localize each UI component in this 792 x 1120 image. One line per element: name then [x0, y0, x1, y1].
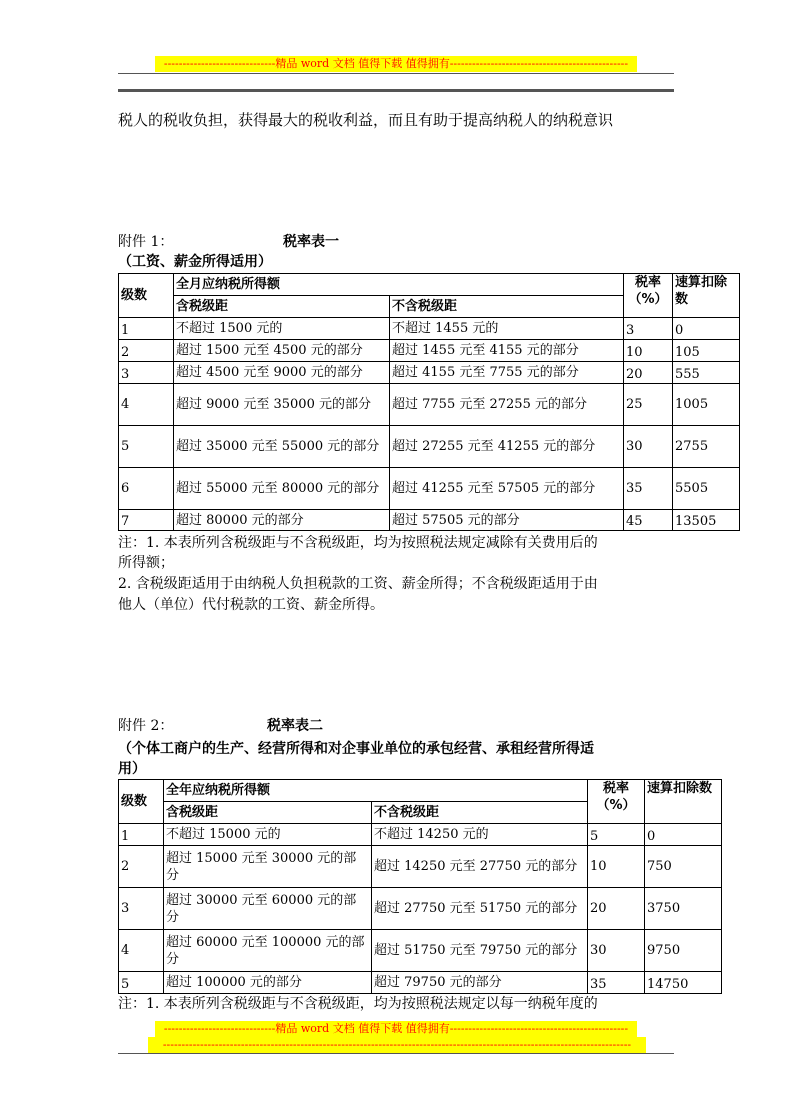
excl-cell: 超过 41255 元至 57505 元的部分 — [390, 468, 624, 510]
incl-cell: 不超过 15000 元的 — [164, 824, 372, 846]
footer-banner: ------------------------------精品 word 文档 值得下载 值得拥有------------------------------------------------ — [155, 1021, 637, 1037]
incl-cell: 超过 1500 元至 4500 元的部分 — [174, 340, 390, 362]
incl-cell: 超过 4500 元至 9000 元的部分 — [174, 362, 390, 384]
table-row — [119, 930, 722, 972]
excl-cell: 超过 51750 元至 79750 元的部分 — [372, 930, 588, 972]
excl-cell: 不超过 1455 元的 — [390, 318, 624, 340]
table-row — [119, 888, 722, 930]
incl-cell: 超过 30000 元至 60000 元的部分 — [164, 888, 372, 930]
table-row — [119, 384, 740, 426]
excl-cell: 超过 1455 元至 4155 元的部分 — [390, 340, 624, 362]
incl-cell: 超过 80000 元的部分 — [174, 510, 390, 531]
level-cell: 2 — [119, 340, 174, 362]
excl-cell: 超过 7755 元至 27255 元的部分 — [390, 384, 624, 426]
deduct-cell: 105 — [673, 340, 740, 362]
level-cell: 4 — [119, 384, 174, 426]
rate-cell: 20 — [624, 362, 673, 384]
table-row — [119, 972, 722, 994]
table1-note-line: 2. 含税级距适用于由纳税人负担税款的工资、薪金所得；不含税级距适用于由 — [118, 576, 598, 592]
table-row — [119, 362, 740, 384]
table-row — [119, 510, 740, 531]
deduct-cell: 14750 — [645, 972, 722, 994]
rate-cell: 25 — [624, 384, 673, 426]
deduct-cell: 2755 — [673, 426, 740, 468]
level-cell: 5 — [119, 972, 164, 994]
incl-cell: 超过 15000 元至 30000 元的部分 — [164, 846, 372, 888]
header-deduct: 速算扣除数 — [673, 274, 740, 318]
level-cell: 1 — [119, 318, 174, 340]
header-rate: 税率（%） — [588, 780, 645, 824]
table-row — [119, 426, 740, 468]
excl-cell: 不超过 14250 元的 — [372, 824, 588, 846]
deduct-cell: 0 — [645, 824, 722, 846]
header-rule-thick — [118, 89, 674, 92]
table1-note-line: 所得额； — [118, 555, 174, 571]
table-row — [119, 846, 722, 888]
table-row — [119, 340, 740, 362]
deduct-cell: 9750 — [645, 930, 722, 972]
deduct-cell: 3750 — [645, 888, 722, 930]
deduct-cell: 0 — [673, 318, 740, 340]
incl-cell: 不超过 1500 元的 — [174, 318, 390, 340]
excl-cell: 超过 57505 元的部分 — [390, 510, 624, 531]
level-cell: 6 — [119, 468, 174, 510]
header-income: 全月应纳税所得额 — [174, 274, 624, 296]
level-cell: 1 — [119, 824, 164, 846]
table-row — [119, 824, 722, 846]
footer-banner-dashes: ------------------------------------------------------------------------------------------------------------------------------ — [148, 1037, 646, 1053]
header-level: 级数 — [119, 274, 174, 318]
table2-attachment: 附件 2： — [118, 718, 174, 734]
level-cell: 3 — [119, 888, 164, 930]
table2-note-line: 注：1. 本表所列含税级距与不含税级距，均为按照税法规定以每一纳税年度的 — [118, 996, 598, 1012]
rate-cell: 30 — [624, 426, 673, 468]
deduct-cell: 13505 — [673, 510, 740, 531]
header-incl: 含税级距 — [174, 296, 390, 318]
incl-cell: 超过 55000 元至 80000 元的部分 — [174, 468, 390, 510]
excl-cell: 超过 14250 元至 27750 元的部分 — [372, 846, 588, 888]
rate-cell: 45 — [624, 510, 673, 531]
deduct-cell: 555 — [673, 362, 740, 384]
intro-text: 税人的税收负担，获得最大的税收利益，而且有助于提高纳税人的纳税意识 — [118, 111, 614, 129]
rate-cell: 10 — [624, 340, 673, 362]
header-rate: 税率（%） — [624, 274, 673, 318]
footer-rule — [118, 1053, 674, 1054]
deduct-cell: 750 — [645, 846, 722, 888]
table-row — [119, 468, 740, 510]
rate-cell: 5 — [588, 824, 645, 846]
header-excl: 不含税级距 — [390, 296, 624, 318]
table2-subtitle-cont: 用） — [118, 761, 146, 777]
table1-note-line: 注：1. 本表所列含税级距与不含税级距，均为按照税法规定减除有关费用后的 — [118, 535, 598, 551]
rate-cell: 30 — [588, 930, 645, 972]
rate-cell: 10 — [588, 846, 645, 888]
table1-subtitle: （工资、薪金所得适用） — [118, 254, 272, 270]
header-excl: 不含税级距 — [372, 802, 588, 824]
excl-cell: 超过 79750 元的部分 — [372, 972, 588, 994]
table1-title: 税率表一 — [283, 234, 339, 250]
level-cell: 3 — [119, 362, 174, 384]
level-cell: 5 — [119, 426, 174, 468]
header-banner: ------------------------------精品 word 文档 值得下载 值得拥有------------------------------------------------ — [155, 56, 637, 72]
excl-cell: 超过 4155 元至 7755 元的部分 — [390, 362, 624, 384]
rate-cell: 3 — [624, 318, 673, 340]
incl-cell: 超过 35000 元至 55000 元的部分 — [174, 426, 390, 468]
incl-cell: 超过 100000 元的部分 — [164, 972, 372, 994]
rate-cell: 35 — [588, 972, 645, 994]
level-cell: 4 — [119, 930, 164, 972]
incl-cell: 超过 60000 元至 100000 元的部分 — [164, 930, 372, 972]
rate-cell: 35 — [624, 468, 673, 510]
table2-title: 税率表二 — [267, 718, 323, 734]
header-rule-thin — [118, 73, 674, 74]
header-level: 级数 — [119, 780, 164, 824]
header-income: 全年应纳税所得额 — [164, 780, 588, 802]
deduct-cell: 1005 — [673, 384, 740, 426]
header-deduct: 速算扣除数 — [645, 780, 722, 824]
table1-note-line: 他人（单位）代付税款的工资、薪金所得。 — [118, 597, 384, 613]
table1-attachment: 附件 1： — [118, 234, 174, 250]
tax-table-2 — [118, 779, 722, 994]
level-cell: 7 — [119, 510, 174, 531]
rate-cell: 20 — [588, 888, 645, 930]
level-cell: 2 — [119, 846, 164, 888]
tax-table-1 — [118, 273, 740, 531]
excl-cell: 超过 27750 元至 51750 元的部分 — [372, 888, 588, 930]
table-row — [119, 318, 740, 340]
table2-subtitle: （个体工商户的生产、经营所得和对企事业单位的承包经营、承租经营所得适 — [118, 741, 594, 757]
excl-cell: 超过 27255 元至 41255 元的部分 — [390, 426, 624, 468]
incl-cell: 超过 9000 元至 35000 元的部分 — [174, 384, 390, 426]
header-incl: 含税级距 — [164, 802, 372, 824]
deduct-cell: 5505 — [673, 468, 740, 510]
